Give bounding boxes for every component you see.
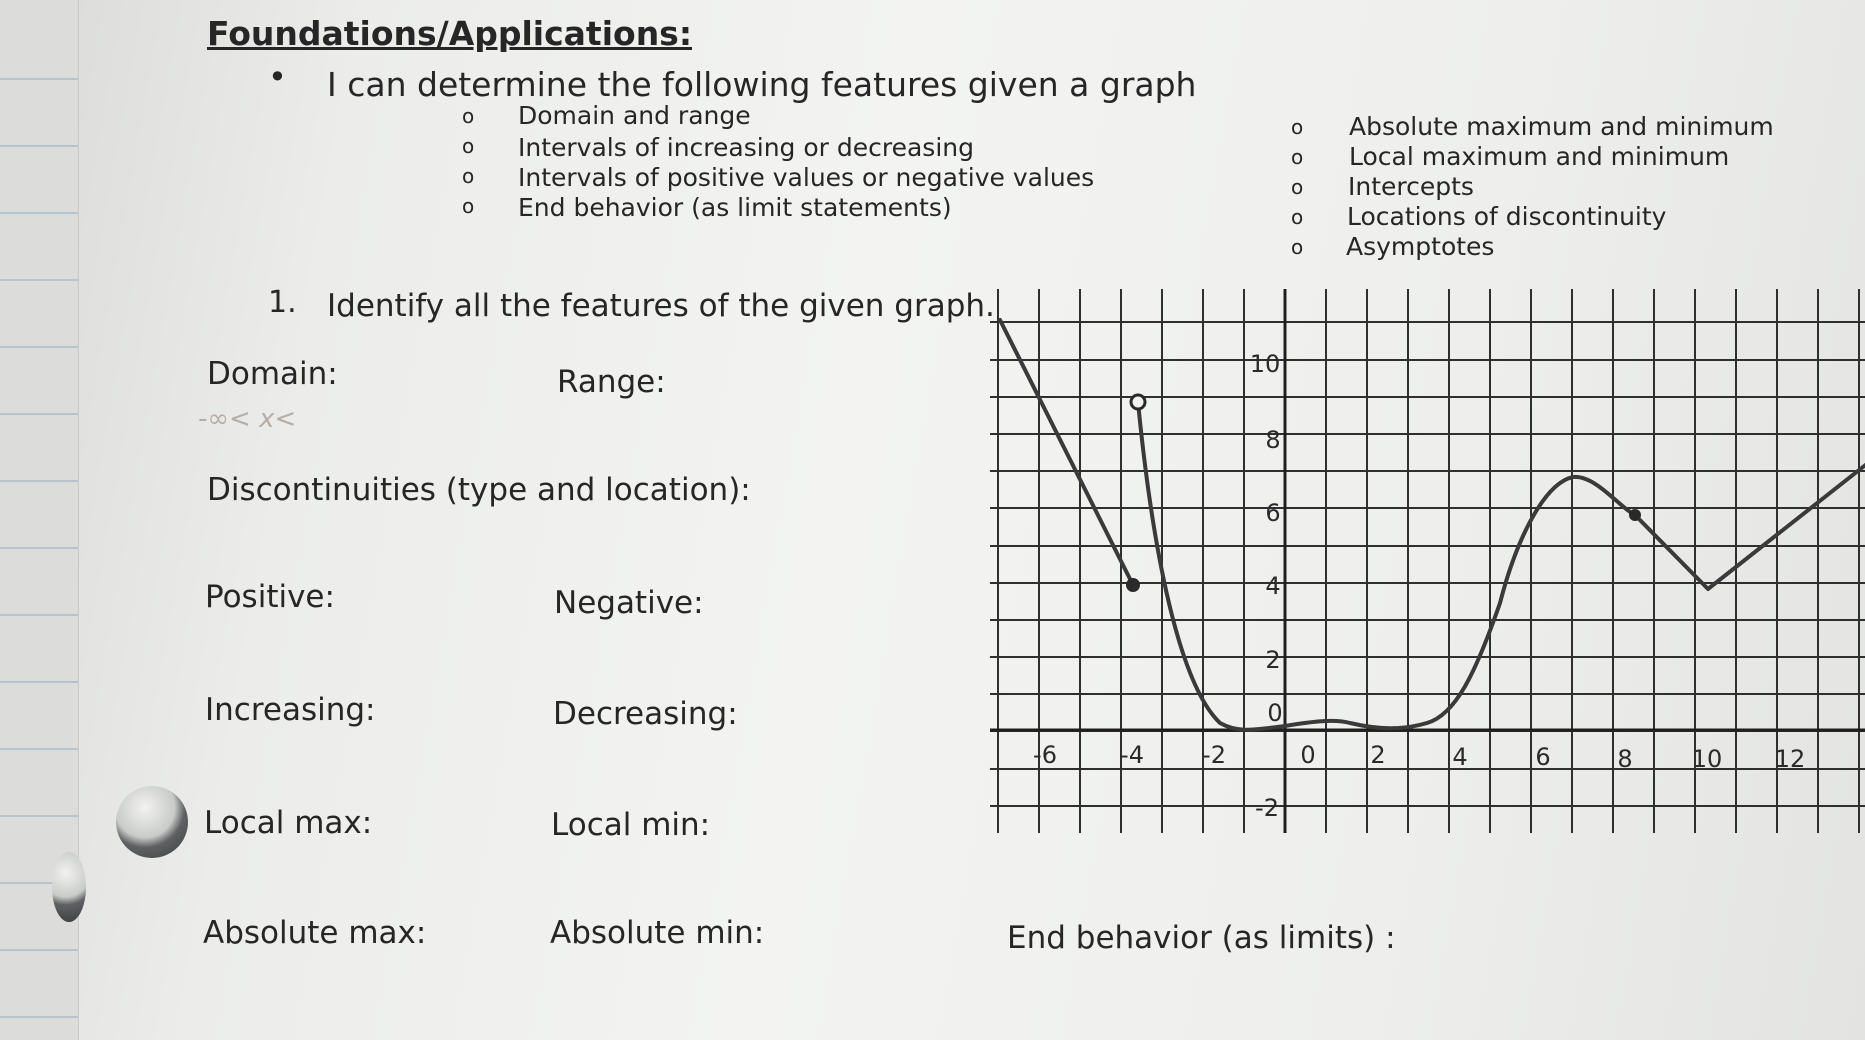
open-point: [1131, 395, 1145, 409]
sub-bullet-marker: o: [1291, 175, 1304, 199]
feature-item: Local maximum and minimum: [1349, 142, 1730, 171]
x-tick-label: 8: [1617, 745, 1633, 773]
feature-item: Intervals of positive values or negative values: [518, 163, 1095, 192]
graph-canvas: [990, 285, 1865, 845]
increasing-label: Increasing:: [205, 692, 376, 728]
sub-bullet-marker: o: [462, 164, 475, 188]
y-tick-label: -2: [1255, 794, 1279, 822]
decreasing-label: Decreasing:: [553, 696, 738, 732]
feature-item: Domain and range: [518, 101, 751, 130]
end-behavior-label: End behavior (as limits) :: [1007, 920, 1396, 956]
sub-bullet-marker: o: [462, 104, 475, 128]
objective-text: I can determine the following features given a graph: [327, 65, 1197, 104]
absolute-max-label: Absolute max:: [203, 915, 427, 951]
x-tick-label: 0: [1300, 741, 1316, 769]
domain-label: Domain:: [207, 356, 338, 392]
x-tick-label: 4: [1452, 743, 1468, 771]
y-tick-label: 0: [1267, 699, 1283, 727]
closed-point: [1126, 578, 1140, 592]
closed-point: [1629, 509, 1641, 521]
x-tick-label: -6: [1033, 741, 1057, 769]
feature-item: Absolute maximum and minimum: [1349, 112, 1774, 141]
positive-label: Positive:: [205, 579, 335, 615]
binder-hole: [116, 786, 188, 858]
question-number: 1.: [268, 285, 297, 320]
sub-bullet-marker: o: [1291, 115, 1304, 139]
feature-item: Asymptotes: [1346, 232, 1495, 261]
sub-bullet-marker: o: [1291, 235, 1304, 259]
y-axis-labels: [1250, 350, 1283, 822]
feature-item: Intervals of increasing or decreasing: [518, 133, 974, 162]
y-tick-label: 10: [1249, 350, 1281, 378]
feature-item: Locations of discontinuity: [1347, 202, 1667, 231]
sub-bullet-marker: o: [462, 194, 475, 218]
sub-bullet-marker: o: [1291, 205, 1304, 229]
feature-item: End behavior (as limit statements): [518, 193, 952, 222]
absolute-min-label: Absolute min:: [550, 915, 765, 951]
binder-hole: [52, 852, 86, 922]
x-tick-label: 10: [1691, 745, 1723, 773]
negative-label: Negative:: [554, 585, 704, 621]
steep-descent-segment: [1138, 402, 1635, 730]
discontinuities-label: Discontinuities (type and location):: [207, 472, 751, 508]
function-graph: [990, 285, 1865, 845]
y-tick-label: 6: [1265, 499, 1281, 527]
local-max-label: Local max:: [204, 805, 373, 841]
question-text: Identify all the features of the given graph.: [327, 288, 995, 324]
x-tick-label: 2: [1370, 741, 1386, 769]
x-tick-label: 12: [1774, 745, 1806, 773]
y-tick-label: 8: [1265, 426, 1281, 454]
sub-bullet-marker: o: [462, 134, 475, 158]
y-tick-label: 2: [1265, 646, 1281, 674]
right-v-segment: [1635, 463, 1865, 589]
range-label: Range:: [557, 364, 666, 400]
section-title: Foundations/Applications:: [207, 14, 693, 53]
sub-bullet-marker: o: [1291, 145, 1304, 169]
feature-item: Intercepts: [1348, 172, 1474, 201]
x-tick-label: 6: [1535, 743, 1551, 771]
y-tick-label: 4: [1265, 572, 1281, 600]
x-tick-label: -2: [1202, 741, 1226, 769]
bullet-marker: •: [268, 58, 287, 96]
x-tick-label: -4: [1120, 741, 1144, 769]
handwritten-note: -∞< x<: [198, 404, 297, 434]
local-min-label: Local min:: [551, 807, 711, 843]
